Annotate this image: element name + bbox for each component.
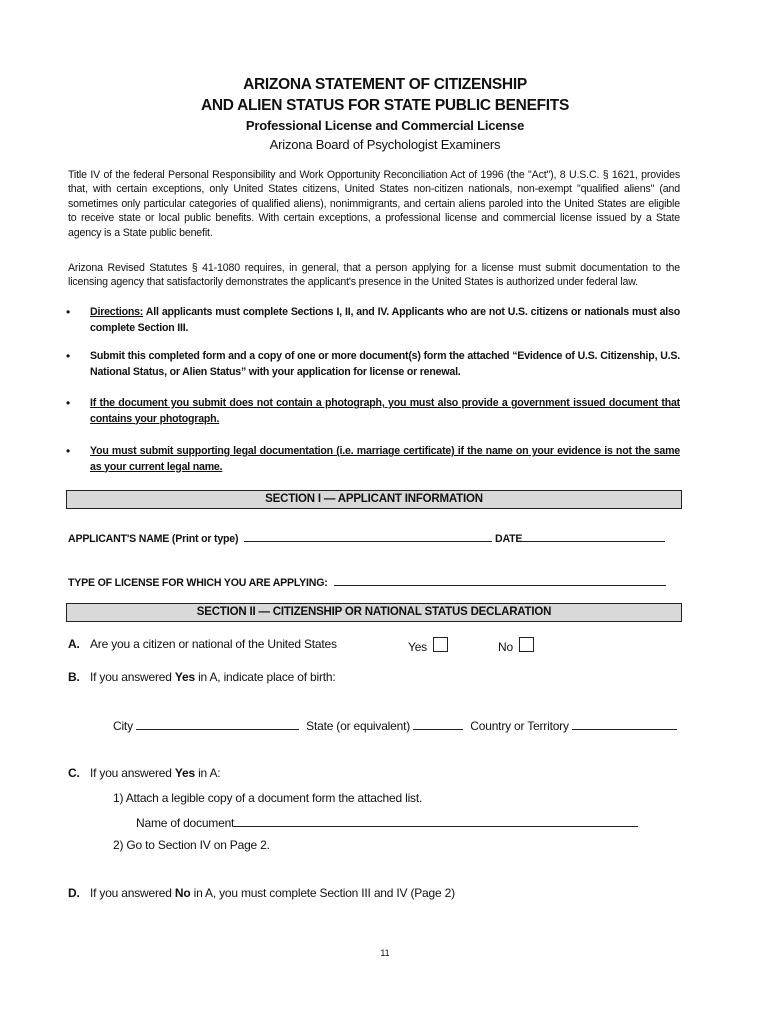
question-a-text: Are you a citizen or national of the United States <box>90 637 337 651</box>
applicant-name-row <box>68 530 492 545</box>
question-b-text-pre: If you answered <box>90 670 175 684</box>
legal-documentation-text: You must submit supporting legal documentation (i.e. marriage certificate) if the name on your evidence is not the same as your current legal name. <box>90 445 680 473</box>
step-c1: 1) Attach a legible copy of a document form the attached list. <box>113 791 423 805</box>
question-a <box>68 637 337 651</box>
no-checkbox[interactable] <box>519 637 534 652</box>
country-field[interactable] <box>572 718 677 730</box>
submit-form-text: Submit this completed form and a copy of one or more document(s) form the attached “Evidence of U.S. Citizenship, U.S. National Status, or Alien Status” with your application for license or renewal. <box>90 350 680 378</box>
bullet-submit-form <box>66 349 680 380</box>
bullet-dot-icon: • <box>66 444 71 458</box>
bullet-dot-icon: • <box>66 305 71 319</box>
date-row <box>495 530 665 545</box>
bullet-dot-icon: • <box>66 349 71 363</box>
section-2-heading: SECTION II — CITIZENSHIP OR NATIONAL STATUS DECLARATION <box>66 603 682 622</box>
date-label: DATE <box>495 533 523 545</box>
bullet-dot-icon: • <box>66 396 71 410</box>
applicant-name-label: APPLICANT'S NAME (Print or type) <box>68 533 239 545</box>
yes-checkbox[interactable] <box>433 637 448 652</box>
country-label: Country or Territory <box>470 719 569 733</box>
question-d-no: No <box>174 886 191 900</box>
section-1-heading: SECTION I — APPLICANT INFORMATION <box>66 490 682 509</box>
intro-paragraph-2: Arizona Revised Statutes § 41-1080 requires, in general, that a person applying for a license must submit documentation to the licensing agency that satisfactorily demonstrates the applicant's presence in the United States is authorized under federal law. <box>68 262 680 289</box>
city-field[interactable] <box>136 718 299 730</box>
question-d-text-pre: If you answered <box>90 886 175 900</box>
question-b-text-post: in A, indicate place of birth: <box>194 670 336 684</box>
page-number: 11 <box>380 948 390 958</box>
city-label: City <box>113 719 133 733</box>
directions-label: Directions: <box>90 306 144 318</box>
board-name: Arizona Board of Psychologist Examiners <box>269 137 501 152</box>
no-option <box>498 637 534 654</box>
question-c-yes: Yes <box>174 766 195 780</box>
date-field[interactable] <box>522 530 665 542</box>
step-c2: 2) Go to Section IV on Page 2. <box>113 838 270 852</box>
question-c-letter: C. <box>68 766 80 780</box>
license-type-row <box>68 574 666 589</box>
applicant-name-field[interactable] <box>244 530 492 542</box>
form-title-line2: AND ALIEN STATUS FOR STATE PUBLIC BENEFITS <box>200 97 569 114</box>
license-type-field[interactable] <box>334 574 666 586</box>
birthplace-row <box>113 718 677 733</box>
question-b <box>68 670 336 684</box>
yes-option <box>408 637 448 654</box>
document-name-label: Name of document <box>136 816 235 830</box>
yes-label: Yes <box>408 640 427 654</box>
question-b-yes: Yes <box>174 670 195 684</box>
question-b-letter: B. <box>68 670 80 684</box>
document-name-field[interactable] <box>234 815 638 827</box>
question-a-letter: A. <box>68 637 80 651</box>
question-d-text-post: in A, you must complete Section III and IV (Page 2) <box>190 886 455 900</box>
photograph-text: If the document you submit does not contain a photograph, you must also provide a government issued document that contains your photograph. <box>90 397 680 425</box>
license-type-label: TYPE OF LICENSE FOR WHICH YOU ARE APPLYING: <box>68 577 328 589</box>
bullet-directions <box>66 305 680 336</box>
question-c-text-post: in A: <box>194 766 221 780</box>
question-d-letter: D. <box>68 886 80 900</box>
form-subtitle: Professional License and Commercial License <box>245 118 525 133</box>
question-c-text-pre: If you answered <box>90 766 175 780</box>
form-title-line1: ARIZONA STATEMENT OF CITIZENSHIP <box>243 76 527 93</box>
directions-text: All applicants must complete Sections I, II, and IV. Applicants who are not U.S. citizens or nationals must also complete Section III. <box>90 306 680 334</box>
intro-paragraph-1: Title IV of the federal Personal Responsibility and Work Opportunity Reconciliation Act of 1996 (the "Act"), 8 U.S.C. § 1621, provides that, with certain exceptions, only United States citizens, United States non-citizen nationals, non-exempt "qualified aliens" (and sometimes only particular categories of qualified aliens), nonimmigrants, and certain aliens paroled into the United States are eligible to receive state or local public benefits. With certain exceptions, a professional license and commercial license issued by a State agency is a State public benefit. <box>68 169 680 239</box>
bullet-photograph <box>66 396 680 427</box>
bullet-legal-documentation <box>66 444 680 475</box>
question-c <box>68 766 220 780</box>
state-label: State (or equivalent) <box>306 719 411 733</box>
no-label: No <box>498 640 513 654</box>
question-d <box>68 886 455 900</box>
document-name-row <box>136 815 638 830</box>
state-field[interactable] <box>413 718 463 730</box>
